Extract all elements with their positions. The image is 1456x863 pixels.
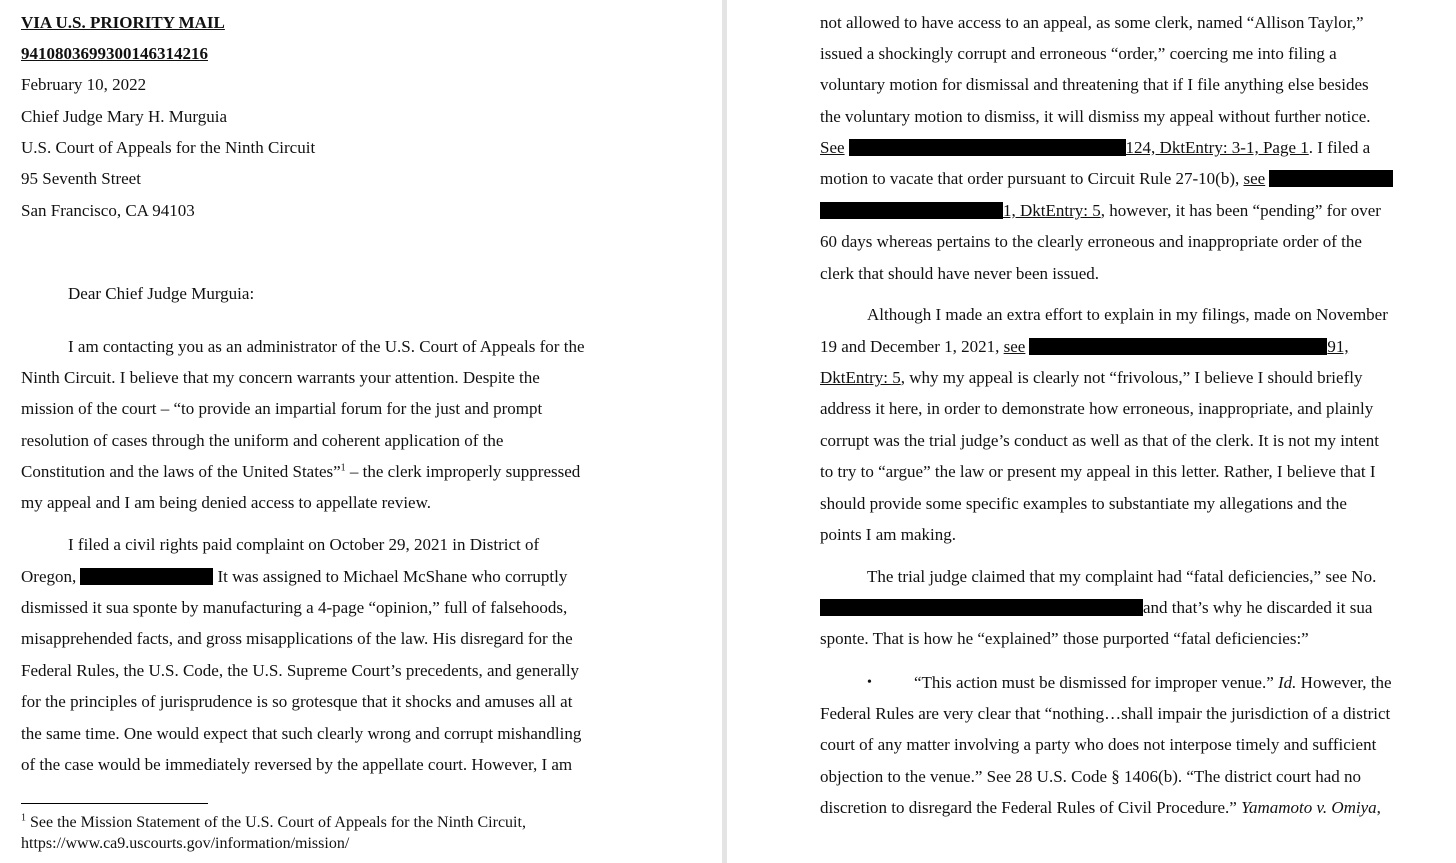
- paragraph-line: [820, 201, 1381, 221]
- paragraph-line: not allowed to have access to an appeal, as some clerk, named “Allison Taylor,”: [820, 13, 1364, 32]
- see-link[interactable]: see: [1243, 169, 1266, 188]
- paragraph-line: [820, 138, 1370, 158]
- line-text: , why my appeal is clearly not “frivolous,” I believe I should briefly: [900, 368, 1363, 387]
- paragraph-line: Federal Rules, the U.S. Code, the U.S. Supreme Court’s precedents, and generally: [21, 661, 580, 680]
- footnote-ref: 1: [340, 462, 346, 474]
- footnote-separator: [21, 803, 208, 804]
- addressee-court: U.S. Court of Appeals for the Ninth Circuit: [21, 138, 316, 157]
- paragraph-line: [820, 337, 1349, 357]
- bullet-icon: •: [867, 675, 872, 690]
- paragraph-line: mission of the court – “to provide an impartial forum for the just and prompt: [21, 399, 543, 418]
- paragraph-line: clerk that should have never been issued.: [820, 264, 1099, 283]
- line-text: “This action must be dismissed for improper venue.”: [914, 673, 1278, 692]
- line-text: , however, it has been “pending” for over: [1100, 201, 1381, 220]
- paragraph-line: sponte. That is how he “explained” those purported “fatal deficiencies:”: [820, 629, 1309, 648]
- addressee-city: San Francisco, CA 94103: [21, 201, 195, 220]
- docket-citation-link[interactable]: 124, DktEntry: 3-1, Page 1: [1125, 138, 1309, 157]
- paragraph-line: the same time. One would expect that such clearly wrong and corrupt mishandling: [21, 724, 582, 743]
- paragraph-line: I am contacting you as an administrator of the U.S. Court of Appeals for the: [68, 337, 585, 356]
- see-link[interactable]: See: [820, 138, 845, 157]
- paragraph-line: points I am making.: [820, 525, 956, 544]
- paragraph-line: of the case would be immediately reversed by the appellate court. However, I am: [21, 755, 573, 774]
- paragraph-line: issued a shockingly corrupt and erroneous “order,” coercing me into filing a: [820, 44, 1337, 63]
- citation-id: Id.: [1278, 673, 1297, 692]
- paragraph-line: [21, 462, 580, 482]
- line-text: ,: [1376, 798, 1381, 817]
- docket-citation-link[interactable]: 91,: [1327, 337, 1349, 356]
- paragraph-line: [820, 368, 1362, 388]
- line-text: – the clerk improperly suppressed: [345, 462, 581, 481]
- redaction-bar: [1269, 170, 1393, 187]
- bullet-line: [914, 673, 1392, 693]
- bullet-line: [820, 798, 1381, 818]
- line-text: However, the: [1296, 673, 1392, 692]
- case-name: Yamamoto v. Omiya: [1241, 798, 1377, 817]
- paragraph-line: The trial judge claimed that my complaint had “fatal deficiencies,” see No.: [867, 567, 1377, 586]
- paragraph-line: voluntary motion for dismissal and threatening that if I file anything else besides: [820, 75, 1369, 94]
- see-link[interactable]: see: [1003, 337, 1026, 356]
- redaction-bar: [1029, 338, 1327, 355]
- paragraph-line: my appeal and I am being denied access to appellate review.: [21, 493, 432, 512]
- bullet-line: Federal Rules are very clear that “nothing…shall impair the jurisdiction of a district: [820, 704, 1391, 723]
- footnote-mark: 1: [21, 812, 26, 824]
- paragraph-line: misapprehended facts, and gross misapplications of the law. His disregard for the: [21, 629, 573, 648]
- paragraph-line: the voluntary motion to dismiss, it will dismiss my appeal without further notice.: [820, 107, 1371, 126]
- addressee-street: 95 Seventh Street: [21, 169, 141, 188]
- line-text: motion to vacate that order pursuant to Circuit Rule 27-10(b),: [820, 169, 1244, 188]
- redaction-bar: [820, 599, 1143, 616]
- tracking-number: 9410803699300146314216: [21, 44, 208, 63]
- letter-date: February 10, 2022: [21, 75, 147, 94]
- bullet-line: objection to the venue.” See 28 U.S. Code § 1406(b). “The district court had no: [820, 767, 1362, 786]
- redaction-bar: [80, 568, 213, 585]
- mail-method: VIA U.S. PRIORITY MAIL: [21, 13, 225, 32]
- paragraph-line: to try to “argue” the law or present my appeal in this letter. Rather, I believe that I: [820, 462, 1376, 481]
- salutation: Dear Chief Judge Murguia:: [68, 284, 255, 303]
- redaction-bar: [849, 139, 1126, 156]
- line-text: Oregon,: [21, 567, 77, 586]
- footnote: [21, 813, 526, 833]
- line-text: and that’s why he discarded it sua: [1143, 598, 1373, 617]
- paragraph-line: should provide some specific examples to substantiate my allegations and the: [820, 494, 1347, 513]
- line-text: 19 and December 1, 2021,: [820, 337, 1004, 356]
- footnote-url: https://www.ca9.uscourts.gov/information/mission/: [21, 835, 350, 852]
- line-text: Constitution and the laws of the United States”: [21, 462, 341, 481]
- line-text: . I filed a: [1308, 138, 1371, 157]
- paragraph-line: [820, 169, 1393, 189]
- paragraph-line: corrupt was the trial judge’s conduct as well as that of the clerk. It is not my intent: [820, 431, 1379, 450]
- paragraph-line: I filed a civil rights paid complaint on October 29, 2021 in District of: [68, 535, 540, 554]
- paragraph-line: dismissed it sua sponte by manufacturing a 4-page “opinion,” full of falsehoods,: [21, 598, 568, 617]
- right-page: [727, 0, 1456, 863]
- redaction-bar: [820, 202, 1003, 219]
- paragraph-line: for the principles of jurisprudence is so grotesque that it shocks and amuses all at: [21, 692, 573, 711]
- left-page: [0, 0, 722, 863]
- line-text: It was assigned to Michael McShane who corruptly: [213, 567, 568, 586]
- paragraph-line: address it here, in order to demonstrate how erroneous, inappropriate, and plainly: [820, 399, 1374, 418]
- paragraph-line: [820, 598, 1372, 618]
- paragraph-line: Ninth Circuit. I believe that my concern warrants your attention. Despite the: [21, 368, 540, 387]
- bullet-line: court of any matter involving a party who does not interpose timely and sufficient: [820, 735, 1377, 754]
- paragraph-line: [21, 567, 567, 587]
- docket-citation-link[interactable]: DktEntry: 5: [820, 368, 901, 387]
- footnote-text: See the Mission Statement of the U.S. Court of Appeals for the Ninth Circuit,: [26, 814, 526, 831]
- paragraph-line: resolution of cases through the uniform and coherent application of the: [21, 431, 504, 450]
- docket-citation-link[interactable]: 1, DktEntry: 5: [1003, 201, 1101, 220]
- addressee-name: Chief Judge Mary H. Murguia: [21, 107, 228, 126]
- paragraph-line: 60 days whereas pertains to the clearly erroneous and inappropriate order of the: [820, 232, 1362, 251]
- line-text: discretion to disregard the Federal Rules of Civil Procedure.”: [820, 798, 1242, 817]
- paragraph-line: Although I made an extra effort to explain in my filings, made on November: [867, 305, 1388, 324]
